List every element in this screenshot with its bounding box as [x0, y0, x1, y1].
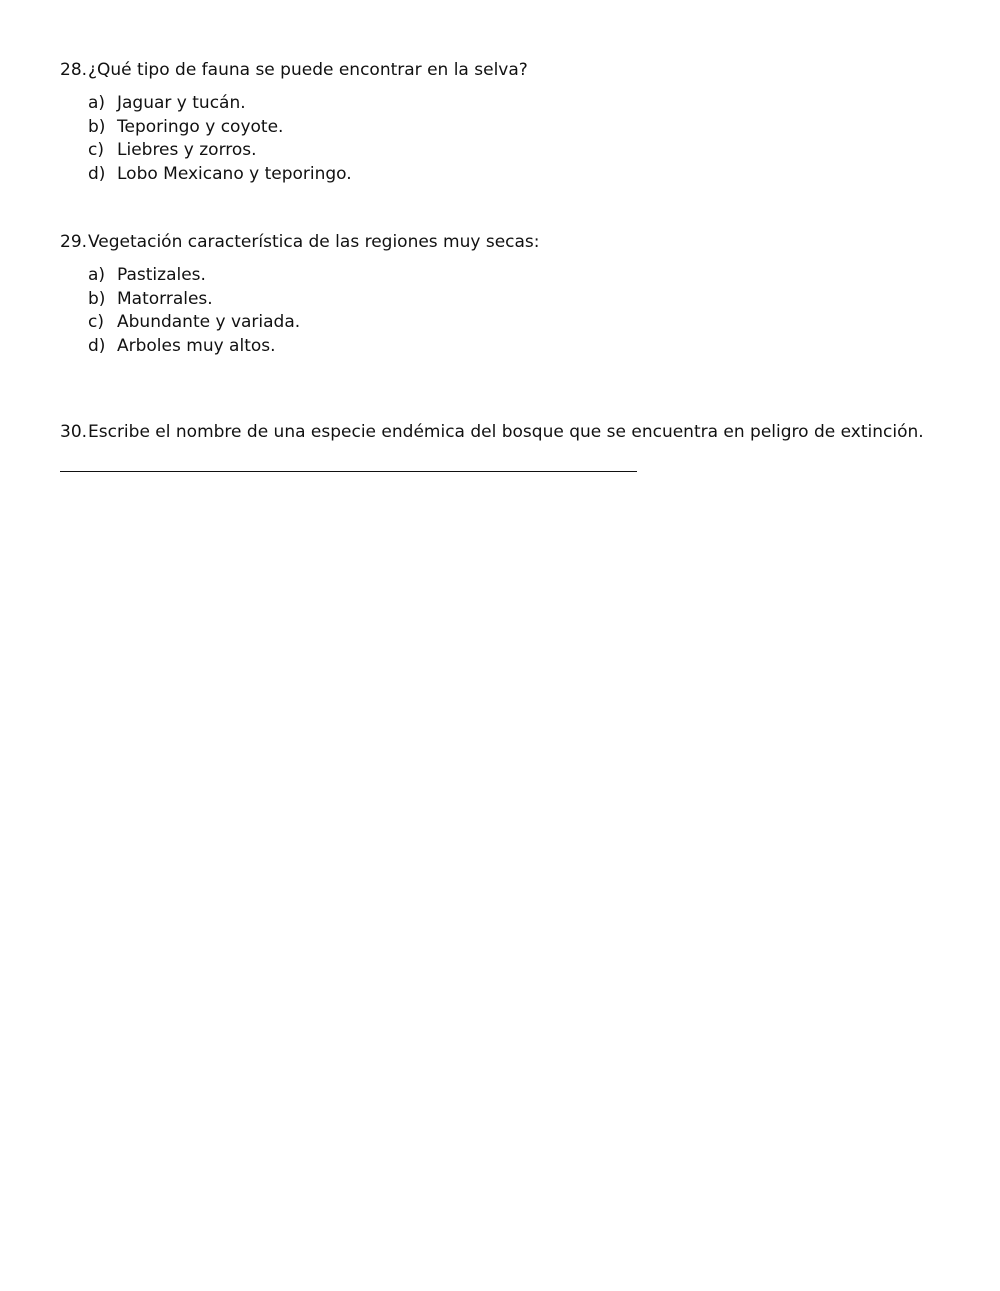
question-29: [60, 232, 540, 358]
option-b[interactable]: [88, 288, 540, 312]
option-letter: c): [88, 312, 104, 332]
option-c[interactable]: [88, 311, 540, 335]
option-c[interactable]: [88, 139, 528, 163]
option-d[interactable]: [88, 163, 528, 187]
question-number: 30.: [60, 422, 88, 442]
option-text: Teporingo y coyote.: [117, 116, 284, 137]
option-text: Matorrales.: [117, 288, 213, 309]
option-letter: d): [88, 163, 106, 184]
option-text: Arboles muy altos.: [117, 335, 276, 356]
option-text: Liebres y zorros.: [117, 140, 257, 160]
answer-blank-line[interactable]: [60, 471, 637, 472]
question-text: ¿Qué tipo de fauna se puede encontrar en la selva?: [88, 60, 528, 80]
question-prompt: [60, 232, 540, 252]
option-letter: b): [88, 116, 106, 137]
question-number: 29.: [60, 232, 88, 252]
question-prompt: [60, 60, 528, 80]
option-text: Pastizales.: [117, 265, 206, 285]
option-letter: b): [88, 288, 106, 309]
question-28: [60, 60, 528, 186]
option-d[interactable]: [88, 335, 540, 359]
option-a[interactable]: [88, 264, 540, 288]
question-text: Escribe el nombre de una especie endémica del bosque que se encuentra en peligro de extinción.: [88, 422, 924, 442]
option-text: Lobo Mexicano y teporingo.: [117, 163, 352, 184]
option-list: [88, 92, 528, 186]
question-text: Vegetación característica de las regiones muy secas:: [88, 232, 540, 252]
option-letter: d): [88, 335, 106, 356]
option-text: Jaguar y tucán.: [117, 93, 246, 113]
question-30: [60, 422, 924, 442]
option-letter: c): [88, 140, 104, 160]
option-letter: a): [88, 265, 106, 285]
option-letter: a): [88, 93, 106, 113]
option-a[interactable]: [88, 92, 528, 116]
option-text: Abundante y variada.: [117, 312, 301, 332]
question-prompt: [60, 422, 924, 442]
question-number: 28.: [60, 60, 88, 80]
option-list: [88, 264, 540, 358]
option-b[interactable]: [88, 116, 528, 140]
